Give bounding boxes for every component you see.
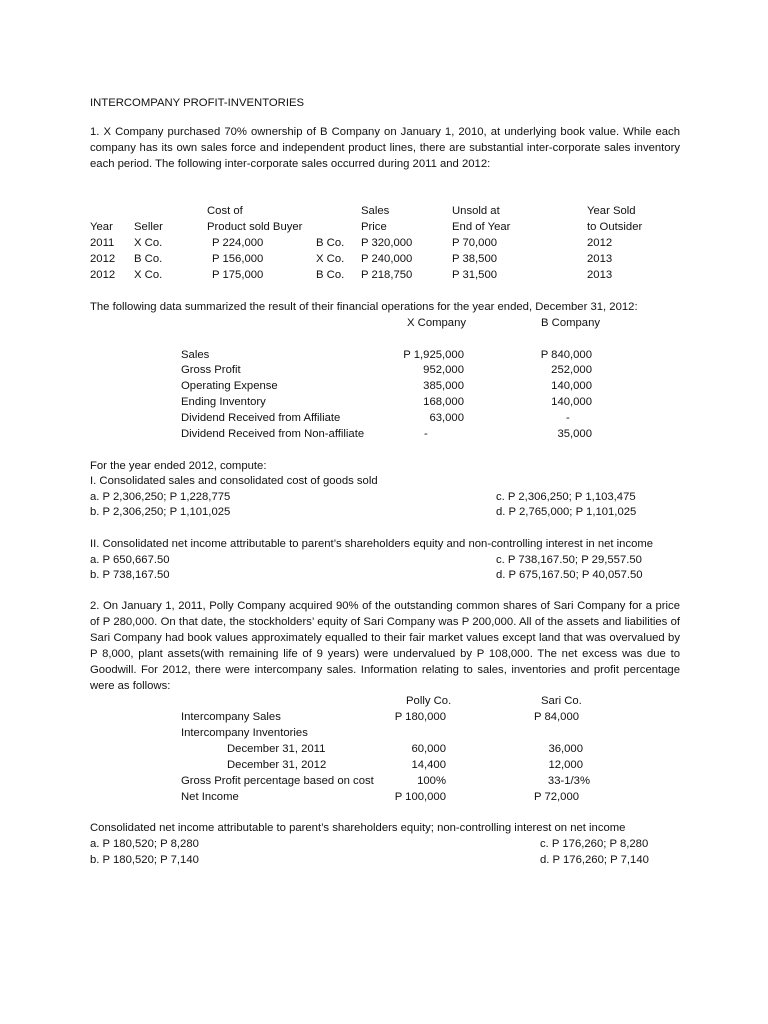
table-cell: P 240,000 [361, 253, 413, 265]
b-value: P 840,000 [540, 349, 592, 361]
table-cell: B Co. [316, 269, 345, 281]
problem1-intro: 1. X Company purchased 70% ownership of B Company on January 1, 2010, at underlying book value. While each company has its own sales force and independent product lines, there are substantial inter-corporate sales inventory each period. The following inter-corporate sales occurred during 2011 and 2012: [90, 126, 680, 170]
question-2: II. Consolidated net income attributable to parent’s shareholders equity and non-controlling interest in net income [90, 538, 654, 550]
option-c: c. P 2,306,250; P 1,103,475 [496, 491, 636, 503]
sari-value: 36,000 [548, 743, 583, 755]
table-cell: P 156,000 [212, 253, 264, 265]
sari-value: 12,000 [548, 759, 583, 771]
header-seller: Seller [134, 221, 163, 233]
problem2-intro: 2. On January 1, 2011, Polly Company acquired 90% of the outstanding common shares of Sari Company for a price of P 280,000. On that date, the stockholders’ equity of Sari Company was P 200,000. All of the assets and liabilities of Sari Company had book values approximately equalled to their fair market values except land that was overvalued by P 8,000, plant assets(with remaining life of 9 years) were undervalued by P 108,000. The net excess was due to Goodwill. For 2012, there were intercompany sales. Information relating to sales, inventories and profit percentage were as follows: [90, 600, 680, 692]
header-unsold-at: Unsold at [452, 205, 500, 217]
table-cell: 2013 [587, 269, 613, 281]
x-value: 168,000 [423, 396, 464, 408]
compute-label: For the year ended 2012, compute: [90, 460, 267, 472]
header-product-sold-buyer: Product sold Buyer [207, 221, 303, 233]
table-cell: P 38,500 [452, 253, 498, 265]
x-value: 385,000 [423, 380, 464, 392]
row-label: Sales [181, 349, 210, 361]
table-cell: B Co. [316, 237, 345, 249]
page-title: INTERCOMPANY PROFIT-INVENTORIES [90, 97, 305, 109]
header-to-outsider: to Outsider [587, 221, 643, 233]
table-cell: P 218,750 [361, 269, 413, 281]
table-cell: X Co. [134, 237, 163, 249]
table-cell: P 320,000 [361, 237, 413, 249]
polly-value: P 100,000 [394, 791, 446, 803]
col-x-company: X Company [407, 317, 467, 329]
b-value: 140,000 [551, 380, 592, 392]
header-cost-of: Cost of [207, 205, 243, 217]
x-value: 952,000 [423, 364, 464, 376]
table-cell: 2012 [90, 253, 116, 265]
b-value: 140,000 [551, 396, 592, 408]
table-cell: 2011 [90, 237, 115, 249]
polly-value: 60,000 [411, 743, 446, 755]
x-value: - [424, 428, 428, 440]
sari-value: 33-1/3% [547, 775, 590, 787]
table-cell: P 70,000 [452, 237, 498, 249]
row-label: Dividend Received from Non-affiliate [181, 428, 365, 440]
b-value: 252,000 [551, 364, 592, 376]
table-cell: X Co. [134, 269, 163, 281]
option-b: b. P 2,306,250; P 1,101,025 [90, 506, 231, 518]
row-label: Dividend Received from Affiliate [181, 412, 341, 424]
header-end-of-year: End of Year [452, 221, 511, 233]
option-d: d. P 2,765,000; P 1,101,025 [496, 506, 637, 518]
option-c: c. P 738,167.50; P 29,557.50 [496, 554, 642, 566]
polly-value: 100% [417, 775, 446, 787]
option-b: b. P 738,167.50 [90, 569, 170, 581]
table-cell: 2012 [587, 237, 613, 249]
x-value: 63,000 [429, 412, 464, 424]
header-sales: Sales [361, 205, 390, 217]
table-cell: 2013 [587, 253, 613, 265]
option-d: d. P 176,260; P 7,140 [540, 854, 649, 866]
col-b-company: B Company [541, 317, 601, 329]
option-a: a. P 650,667.50 [90, 554, 170, 566]
row-label: Intercompany Sales [181, 711, 281, 723]
row-label: December 31, 2011 [227, 743, 326, 755]
row-label: Gross Profit percentage based on cost [181, 775, 374, 787]
header-price: Price [361, 221, 387, 233]
option-c: c. P 176,260; P 8,280 [540, 838, 649, 850]
table-cell: P 224,000 [212, 237, 264, 249]
row-label: Operating Expense [181, 380, 278, 392]
question-3: Consolidated net income attributable to parent’s shareholders equity; non-controlling interest on net income [90, 822, 626, 834]
col-sari: Sari Co. [541, 695, 582, 707]
header-year: Year [90, 221, 113, 233]
option-a: a. P 180,520; P 8,280 [90, 838, 199, 850]
header-year-sold: Year Sold [587, 205, 636, 217]
row-label: December 31, 2012 [227, 759, 327, 771]
polly-value: P 180,000 [394, 711, 446, 723]
row-label: Intercompany Inventories [181, 727, 308, 739]
row-label: Ending Inventory [181, 396, 266, 408]
row-label: Net Income [181, 791, 239, 803]
table-cell: B Co. [134, 253, 163, 265]
table-cell: P 175,000 [212, 269, 264, 281]
question-1: I. Consolidated sales and consolidated cost of goods sold [90, 475, 378, 487]
table-cell: X Co. [316, 253, 345, 265]
row-label: Gross Profit [181, 364, 241, 376]
sari-value: P 72,000 [534, 791, 580, 803]
option-a: a. P 2,306,250; P 1,228,775 [90, 491, 231, 503]
option-b: b. P 180,520; P 7,140 [90, 854, 199, 866]
x-value: P 1,925,000 [403, 349, 464, 361]
table-cell: P 31,500 [452, 269, 498, 281]
sari-value: P 84,000 [534, 711, 580, 723]
table-cell: 2012 [90, 269, 116, 281]
col-polly: Polly Co. [406, 695, 452, 707]
polly-value: 14,400 [411, 759, 446, 771]
b-value: 35,000 [557, 428, 592, 440]
option-d: d. P 675,167.50; P 40,057.50 [496, 569, 643, 581]
data-intro: The following data summarized the result of their financial operations for the year ended, December 31, 2012: [90, 301, 638, 313]
b-value: - [566, 412, 570, 424]
